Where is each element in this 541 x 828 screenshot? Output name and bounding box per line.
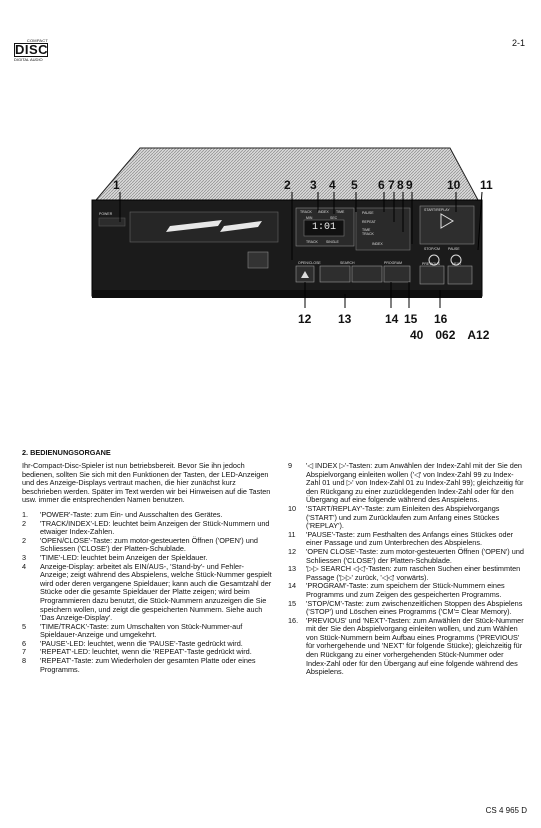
callout-15: 15 [404,312,418,326]
list-item-number: 7 [22,647,27,657]
callout-8: 8 [397,178,404,192]
list-item [22,537,272,554]
list-item-text: 'REPEAT'-LED: leuchtet, wenn die 'REPEAT'-Taste gedrückt wird. [40,647,252,657]
list-item-text: Anzeige-Display: arbeitet als EIN/AUS-, 'Stand-by'- und Fehler-Anzeige; zeigt während des Abspielens, welche Stück-Nummer gespielt wird oder deren vergangene Spieldauer; kann auch die Gesamtzahl der Stücke oder die gesamte Spieldauer der Platte zeigen; wird beim Programmieren dazu benutzt, die Stück-Nummern anzuzeigen die Sie speichern wollen, und zeigt die gespeicherten Nummern. Siehe auch 'Das Anzeige-Display'. [40,561,272,623]
list-item-text: 'POWER'-Taste: zum Ein- und Ausschalten des Gerätes. [40,509,223,519]
figure-code-part-1: 40 [410,328,424,342]
page-number: 2-1 [511,38,525,48]
panel-stop-cm-label: STOP/CM [424,247,440,251]
callout-16: 16 [434,312,448,326]
callout-3: 3 [310,178,317,192]
callout-7: 7 [388,178,395,192]
panel-track-label: TRACK [300,210,312,214]
list-item-number: 13 [288,564,297,574]
list-item-text: 'STOP/CM'-Taste: zum zwischenzeitlichen Stoppen des Abspielens ('STOP') und Löschen eines Programms ('CM'= Clear Memory). [306,598,523,617]
list-item-number: 9 [288,461,293,470]
list-item-number: 3 [22,552,27,562]
callout-10: 10 [447,178,461,192]
list-item-number: 5 [22,621,27,631]
display-readout: 1:01 [312,222,337,233]
panel-track2-label: TRACK [306,240,318,244]
list-item-number: 16. [288,615,299,625]
list-item [288,582,524,599]
list-item-number: 12 [288,546,297,556]
panel-min-label: MIN [306,216,313,220]
panel-pause-button-label: PAUSE [448,247,460,251]
logo-main-text: DISC [15,42,49,57]
list-item-number: 4 [22,561,27,571]
list-item [288,565,524,582]
list-item-number: 6 [22,638,27,648]
left-item-list [22,511,272,674]
panel-previous-label: PREVIOUS [422,262,441,266]
callout-5: 5 [351,178,358,192]
callout-9: 9 [406,178,413,192]
panel-open-close-label: OPEN/CLOSE [298,261,321,265]
list-item-text: 'PREVIOUS' und 'NEXT'-Tasten: zum Anwählen der Stück-Nummer mit der Sie den Abspielvorgang einleiten wollen, und zum Wählen von Stück-Nummern beim Aufbau eines Programms ('PREVIOUS' für vorhergehende und 'NEXT' für folgende Stücke); gleichzeitig für den Rückgang zu einer vorhergehenden Stück-Nummer oder Index-Zahl oder für den Übergang auf eine folgende während des Abspielens. [306,615,524,677]
figure-code [410,328,489,342]
list-item-number: 2 [22,535,27,545]
list-item-number: 11 [288,529,296,539]
list-item-number: 10 [288,503,297,513]
list-item [288,548,524,565]
callout-6: 6 [378,178,385,192]
list-item-text: 'OPEN CLOSE'-Taste: zum motor-gesteuerten Öffnen ('OPEN') und Schliessen ('CLOSE') der Platten-Schublade. [306,546,524,565]
list-item-text: 'TRACK/INDEX'-LED: leuchtet beim Anzeigen der Stück-Nummern und etwaiger Index-Zahlen. [40,518,270,537]
list-item [288,505,524,531]
list-item-text: 'PAUSE'-Taste: zum Festhalten des Anfangs eines Stückes oder einer Passage und zum Unterbrechen des Abspielens. [306,529,514,548]
list-item-number: 14 [288,581,297,591]
list-item-text: 'PAUSE'-LED: leuchtet, wenn die 'PAUSE'-Taste gedrückt wird. [40,638,243,648]
logo-top-text: COMPACT [26,38,48,43]
list-item-text: 'PROGRAM'-Taste: zum speichern der Stück-Nummern eines Programms und zum Zeigen des gespeicherten Programms. [306,581,505,599]
logo-bottom-text: DIGITAL AUDIO [14,57,43,62]
list-item-number: 15 [288,598,297,608]
panel-time-track-label: TIME TRACK [362,228,374,236]
callout-14: 14 [385,312,399,326]
panel-next-label: NEXT [452,262,462,266]
panel-index-row-label: INDEX [372,242,383,246]
list-item [22,657,272,674]
callout-2: 2 [284,178,291,192]
callout-4: 4 [329,178,336,192]
section-title: 2. BEDIENUNGSORGANE [22,448,111,457]
intro-paragraph: Ihr-Compact-Disc-Spieler ist nun betriebsbereit. Bevor Sie ihn jedoch bedienen, sollten Sie sich mit den Funktionen der Tasten, der LED-Anzeigen und des Anzeige-Displays vertraut machen, die hier zunächst kurz beschrieben werden. Später im Text werden wir bei Hinweisen auf die Tasten usw. immer die entsprechenden Namen benutzen. [22,461,271,505]
list-item-number: 2 [22,518,27,528]
callout-11: 11 [480,178,493,192]
list-item-text: 'TIME'-LED: leuchtet beim Anzeigen der Spieldauer. [40,552,208,562]
list-item-text: '▷▷ SEARCH ◁◁'-Tasten: zum raschen Suchen einer bestimmten Passage ('▷▷' zurück, '◁◁' vorwärts). [306,564,521,582]
callout-1: 1 [113,178,120,192]
panel-start-replay-label: START/REPLAY [424,208,450,212]
list-item-text: 'TIME/TRACK'-Taste: zum Umschalten von Stück-Nummer-auf Spieldauer-Anzeige und umgekehrt. [40,621,243,640]
panel-pause-led-label: PAUSE [362,211,374,215]
left-column [22,462,272,674]
panel-sec-label: SEC [330,216,338,220]
list-item [288,600,524,617]
list-item-text: '◁ INDEX ▷'-Tasten: zum Anwählen der Index-Zahl mit der Sie den Abspielvorgang einleiten wollen ('◁' von Index-Zahl 99 zu Index-Zahl 01 und ▷' von Index-Zahl 01 zu Index-Zahl 99); gleichzeitig für den Rückgang zu einer zuzücklegenden Index-Zahl oder für den Übergang auf eine folgende während des Anspielens. [306,461,524,505]
panel-repeat-label: REPEAT [362,220,376,224]
list-item-number: 8 [22,656,27,666]
right-item-list [288,462,524,677]
list-item-text: 'START/REPLAY'-Taste: zum Einleiten des Abspielvorgangs ('START') und zum Zurücklaufen zum Anfang eines Stückes ('REPLAY'). [306,503,500,531]
list-item-text: 'REPEAT'-Taste: zum Wiederholen der gesamten Platte oder eines Programms. [40,656,256,674]
panel-power-label: POWER [99,212,113,216]
list-item [22,563,272,623]
panel-program-label: PROGRAM [384,261,403,265]
panel-search-label: SEARCH [340,261,355,265]
list-item [288,462,524,505]
list-item [22,623,272,640]
callout-12: 12 [298,312,312,326]
panel-index-label: INDEX [318,210,329,214]
list-item-text: 'OPEN/CLOSE'-Taste: zum motor-gesteuerten Öffnen ('OPEN') und Schliessen ('CLOSE') der Platten-Schublade. [40,535,258,554]
list-item [288,617,524,677]
right-column [288,462,524,677]
list-item-number: 1. [22,509,29,519]
list-item [22,520,272,537]
list-item [288,531,524,548]
figure-code-part-3: A12 [467,328,490,342]
panel-single-label: SINGLE [326,240,339,244]
figure-code-part-2: 062 [435,328,456,342]
callout-13: 13 [338,312,352,326]
footer-code: CS 4 965 D [485,806,527,815]
panel-time-label: TIME [336,210,345,214]
